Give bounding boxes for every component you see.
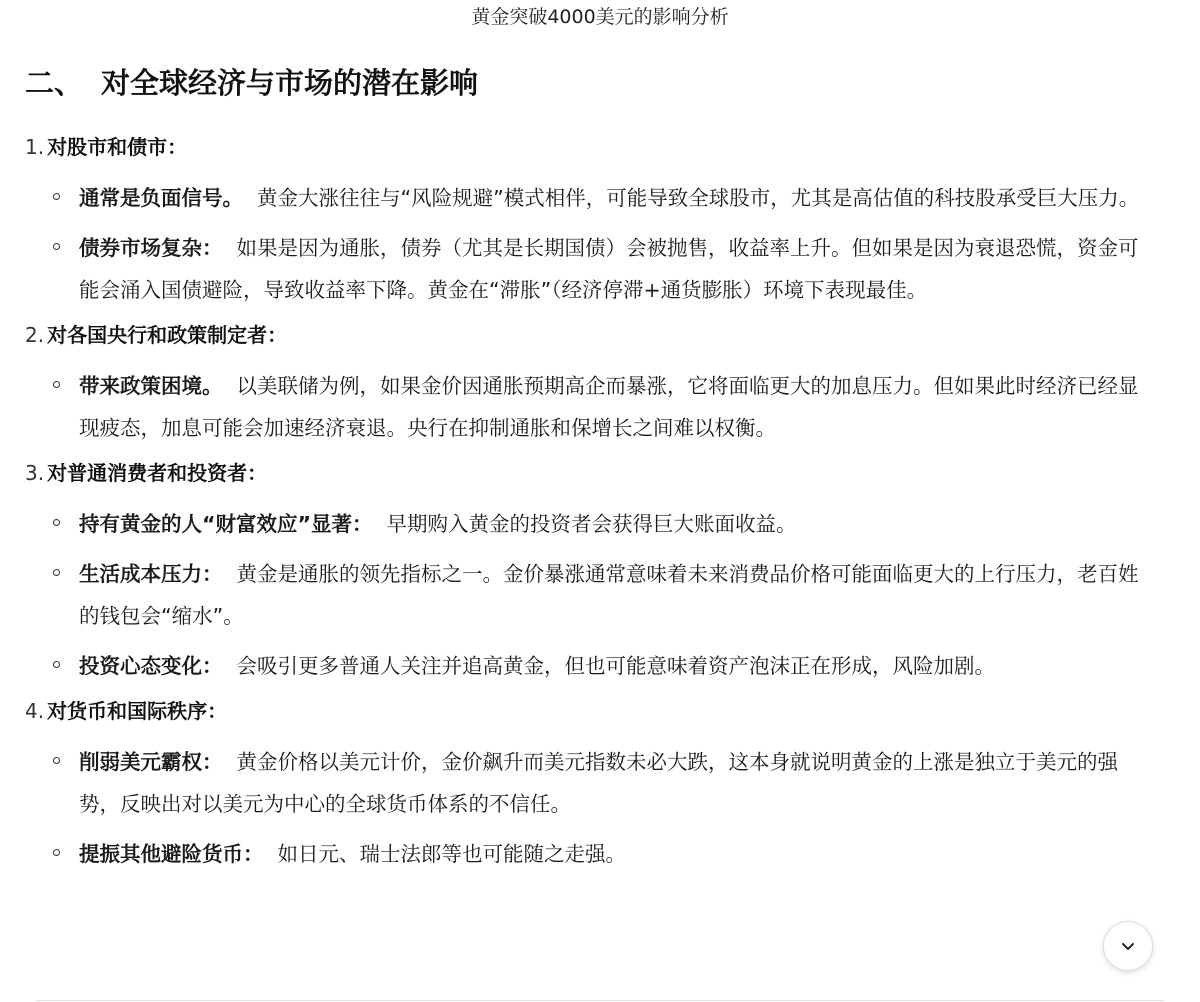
bullet-circle-icon xyxy=(53,519,60,526)
chevron-down-icon xyxy=(1119,937,1137,955)
point-item xyxy=(25,320,1155,449)
conversation-title[interactable]: 黄金突破4000美元的影响分析 xyxy=(471,6,729,28)
bullet-circle-icon xyxy=(53,381,60,388)
bullet-circle-icon xyxy=(53,569,60,576)
sub-item xyxy=(25,553,1155,637)
point-list xyxy=(25,132,1155,875)
sub-lead: 债券市场复杂： xyxy=(79,236,223,260)
point-number: 3. xyxy=(25,461,45,485)
point-title-text: 对货币和国际秩序： xyxy=(47,699,228,723)
point-item xyxy=(25,458,1155,687)
sub-item xyxy=(25,177,1155,219)
section-heading xyxy=(25,56,1155,110)
bullet-circle-icon xyxy=(53,849,60,856)
sub-text: 早期购入黄金的投资者会获得巨大账面收益。 xyxy=(386,512,797,536)
section-title: 对全球经济与市场的潜在影响 xyxy=(101,66,479,100)
sub-text: 如日元、瑞士法郎等也可能随之走强。 xyxy=(277,842,626,866)
bullet-circle-icon xyxy=(53,661,60,668)
sub-item xyxy=(25,227,1155,311)
sub-text: 以美联储为例，如果金价因通胀预期高企而暴涨，它将面临更大的加息压力。但如果此时经济已经显现疲态，加息可能会加速经济衰退。央行在抑制通胀和保增长之间难以权衡。 xyxy=(79,374,1139,440)
sub-list xyxy=(25,741,1155,875)
sub-text: 黄金价格以美元计价，金价飙升而美元指数未必大跌，这本身就说明黄金的上涨是独立于美元的强势，反映出对以美元为中心的全球货币体系的不信任。 xyxy=(79,750,1118,816)
sub-item xyxy=(25,741,1155,825)
sub-list xyxy=(25,177,1155,311)
scroll-to-bottom-button[interactable] xyxy=(1103,921,1153,971)
bullet-circle-icon xyxy=(53,757,60,764)
sub-lead: 投资心态变化： xyxy=(79,654,223,678)
point-item xyxy=(25,696,1155,875)
sub-lead: 生活成本压力： xyxy=(79,562,223,586)
sub-text: 会吸引更多普通人关注并追高黄金，但也可能意味着资产泡沫正在形成，风险加剧。 xyxy=(236,654,995,678)
point-title xyxy=(25,696,1155,726)
sub-lead: 削弱美元霸权： xyxy=(79,750,223,774)
sub-text: 如果是因为通胀，债券（尤其是长期国债）会被抛售，收益率上升。但如果是因为衰退恐慌，资金可能会涌入国债避险，导致收益率下降。黄金在“滞胀”（经济停滞+通货膨胀）环境下表现最佳。 xyxy=(79,236,1139,302)
point-number: 4. xyxy=(25,699,45,723)
point-title-text: 对各国央行和政策制定者： xyxy=(47,323,288,347)
sub-item xyxy=(25,365,1155,449)
sub-lead: 带来政策困境。 xyxy=(79,374,223,398)
sub-item xyxy=(25,645,1155,687)
sub-lead: 提振其他避险货币： xyxy=(79,842,264,866)
message-content xyxy=(25,56,1155,884)
point-title xyxy=(25,132,1155,162)
sub-lead: 通常是负面信号。 xyxy=(79,186,243,210)
section-number: 二、 xyxy=(25,66,84,100)
point-number: 2. xyxy=(25,323,45,347)
sub-item xyxy=(25,503,1155,545)
sub-list xyxy=(25,503,1155,687)
point-title xyxy=(25,320,1155,350)
sub-list xyxy=(25,365,1155,449)
point-item xyxy=(25,132,1155,311)
point-title xyxy=(25,458,1155,488)
point-title-text: 对股市和债市： xyxy=(47,135,188,159)
top-bar xyxy=(0,0,1200,34)
bullet-circle-icon xyxy=(53,243,60,250)
point-title-text: 对普通消费者和投资者： xyxy=(47,461,268,485)
point-number: 1. xyxy=(25,135,45,159)
divider xyxy=(36,1000,1164,1001)
bullet-circle-icon xyxy=(53,193,60,200)
sub-text: 黄金大涨往往与“风险规避”模式相伴，可能导致全球股市，尤其是高估值的科技股承受巨大压力。 xyxy=(257,186,1140,210)
sub-text: 黄金是通胀的领先指标之一。金价暴涨通常意味着未来消费品价格可能面临更大的上行压力，老百姓的钱包会“缩水”。 xyxy=(79,562,1139,628)
sub-lead: 持有黄金的人“财富效应”显著： xyxy=(79,512,373,536)
sub-item xyxy=(25,833,1155,875)
